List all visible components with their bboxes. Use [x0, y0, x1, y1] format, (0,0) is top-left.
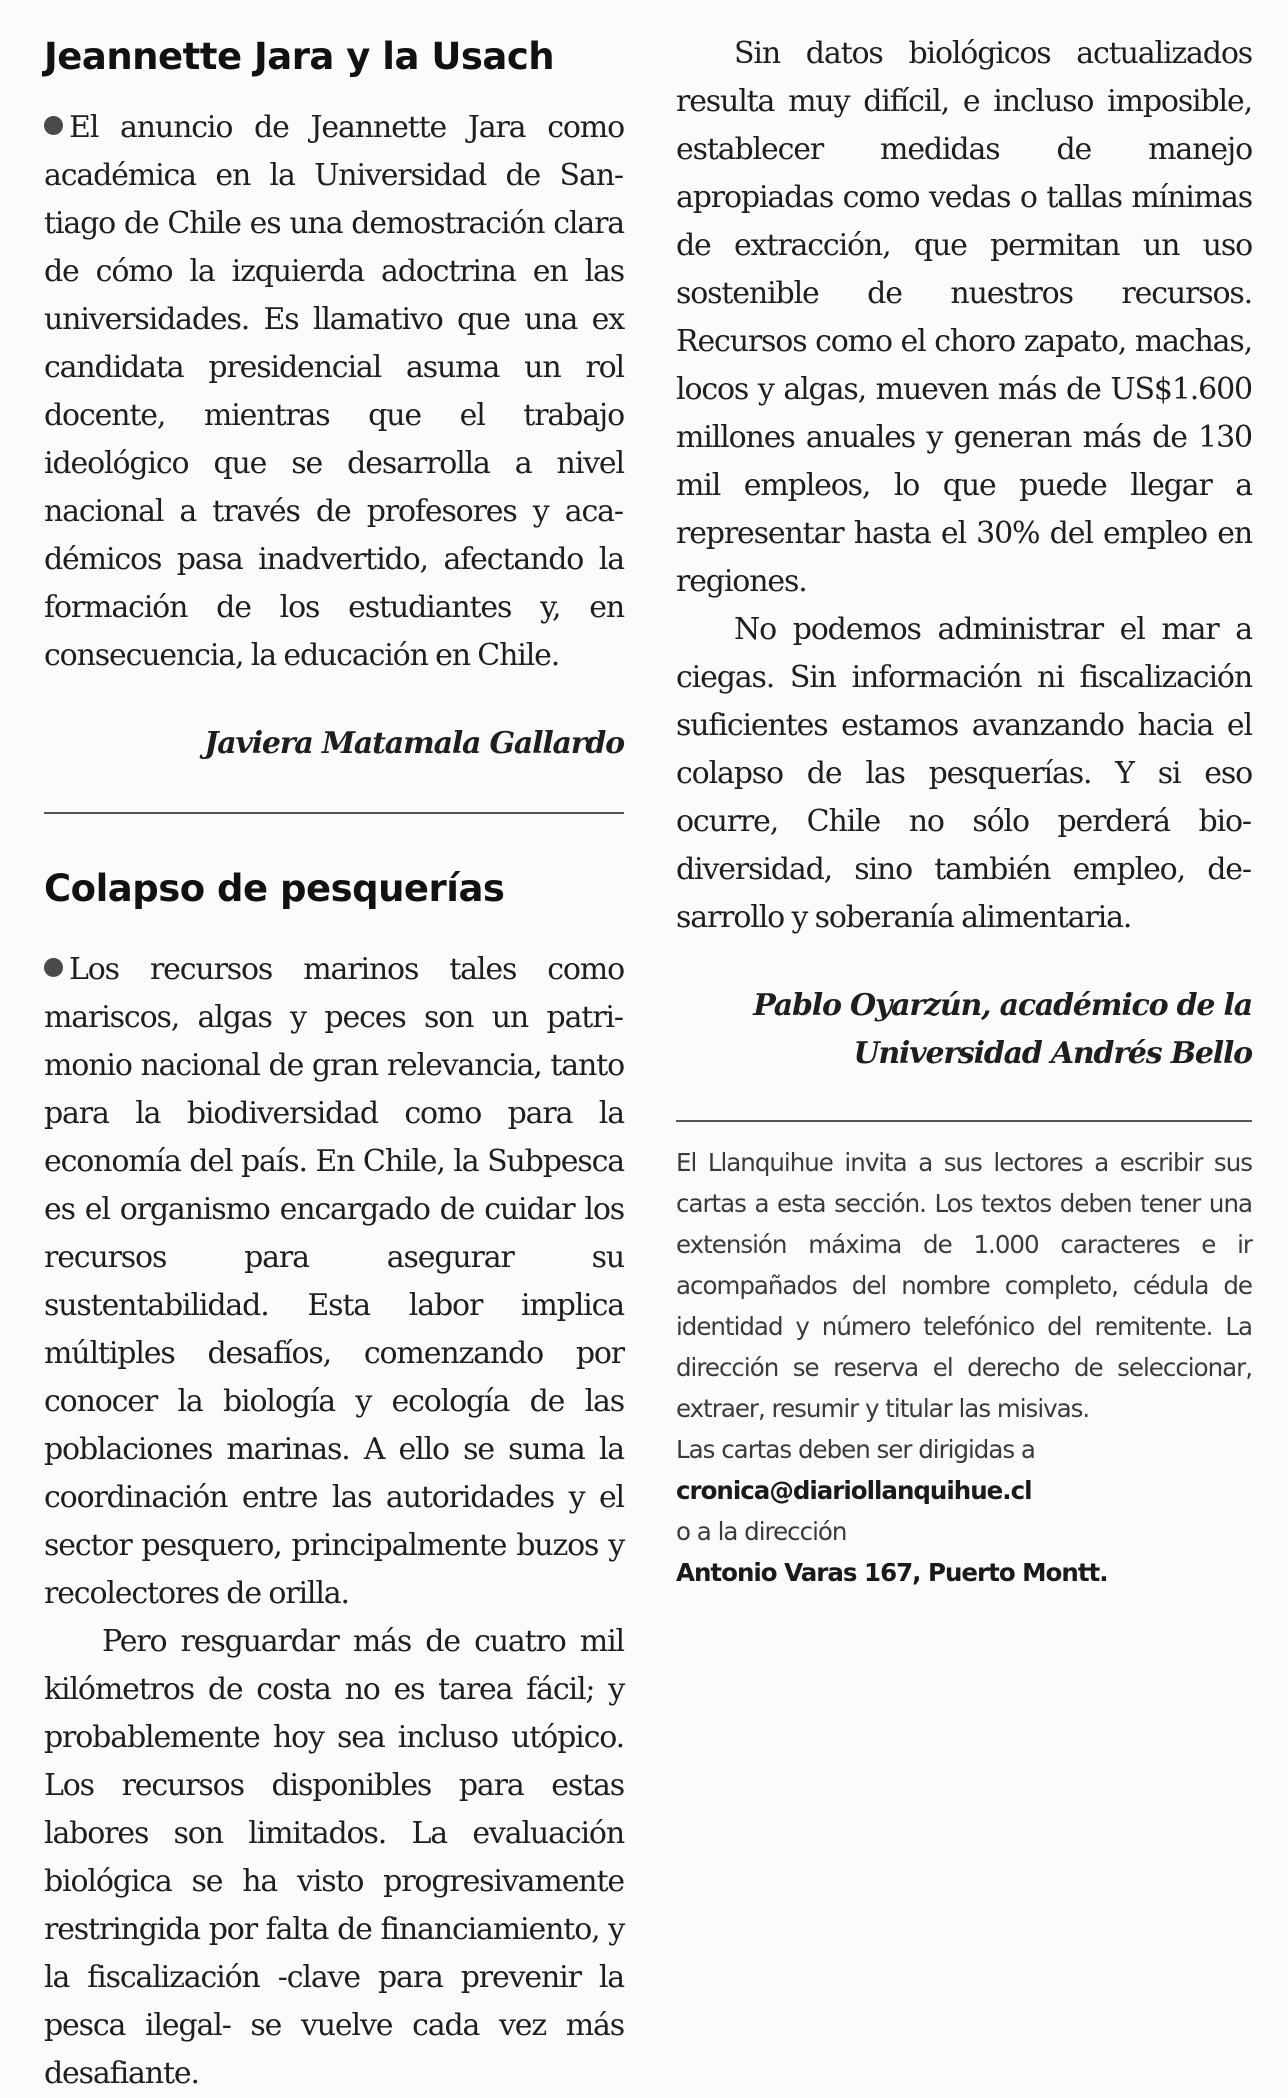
bullet-icon	[44, 958, 63, 977]
notice-directed: Las cartas deben ser dirigidas a	[676, 1435, 1035, 1464]
letter2-paragraph-2: Pero resguardar más de cuatro mil kilómetros de costa no es tarea fácil; y probablemente hoy sea incluso utópico. Los recursos disponibles para estas labores son limitados. La evaluación biológica se ha visto progresivamente restringida por falta de financiamiento, y la fiscalización -clave para prevenir la pesca ilegal- se vuelve cada vez más desafiante.	[44, 1624, 624, 2091]
divider	[676, 1120, 1252, 1122]
notice-email-link[interactable]: cronica@diariollanquihue.cl	[676, 1476, 1032, 1505]
letter1-body	[44, 104, 624, 680]
letter2-signature: Pablo Oyarzún, académico de la Universidad Andrés Bello	[753, 988, 1252, 1071]
letter2-title: Colapso de pesquerías	[44, 867, 505, 910]
letter1-signature: Javiera Matamala Gallardo	[204, 726, 624, 761]
left-column	[44, 30, 624, 2098]
letter1-paragraph: El anuncio de Jeannette Jara como académica en la Universidad de Santiago de Chile es una demostración clara de cómo la izquierda adoctrina en las universidades. Es llamativo que una ex candidata presidencial asuma un rol docente, mientras que el trabajo ideológico que se desarrolla a nivel nacional a través de profesores y académicos pasa inadvertido, afectando la formación de los estudiantes y, en consecuencia, la educación en Chile.	[44, 110, 624, 673]
letter2-body-continued	[676, 30, 1252, 942]
notice-address: Antonio Varas 167, Puerto Montt.	[676, 1558, 1108, 1587]
letter2-paragraph-4: No podemos administrar el mar a ciegas. Sin información ni fiscalización suficientes estamos avanzando hacia el colapso de las pesquerías. Y si eso ocurre, Chile no sólo perderá biodiversidad, sino también empleo, desarrollo y soberanía alimentaria.	[676, 612, 1252, 935]
letter2-paragraph-1: Los recursos marinos tales como mariscos, algas y peces son un patrimonio nacional de gran relevancia, tanto para la biodiversidad como para la economía del país. En Chile, la Subpesca es el organismo encargado de cuidar los recursos para asegurar su sustentabilidad. Esta labor implica múltiples desafíos, comenzando por conocer la biología y ecología de las poblaciones marinas. A ello se suma la coordinación entre las autoridades y el sector pesquero, principalmente buzos y recolectores de orilla.	[44, 952, 624, 1611]
letters-submission-notice	[676, 1142, 1252, 1593]
letter2-paragraph-3: Sin datos biológicos actualizados resulta muy difícil, e incluso imposible, establecer medidas de manejo apropiadas como vedas o tallas mínimas de extracción, que permitan un uso sostenible de nuestros recursos. Recursos como el choro zapato, machas, locos y algas, mueven más de US$1.600 millones anuales y generan más de 130 mil empleos, lo que puede llegar a representar hasta el 30% del empleo en regiones.	[676, 36, 1252, 599]
notice-or-address: o a la dirección	[676, 1517, 847, 1546]
right-column	[676, 30, 1252, 1593]
letter2-body	[44, 946, 624, 2098]
divider	[44, 812, 624, 814]
notice-text: El Llanquihue invita a sus lectores a escribir sus cartas a esta sección. Los textos deben tener una extensión máxima de 1.000 caracteres e ir acompañados del nombre completo, cédula de identidad y número telefónico del remitente. La dirección se reserva el derecho de seleccionar, extraer, resumir y titular las misivas.	[676, 1148, 1252, 1423]
bullet-icon	[44, 116, 63, 135]
letter1-title: Jeannette Jara y la Usach	[44, 35, 555, 78]
